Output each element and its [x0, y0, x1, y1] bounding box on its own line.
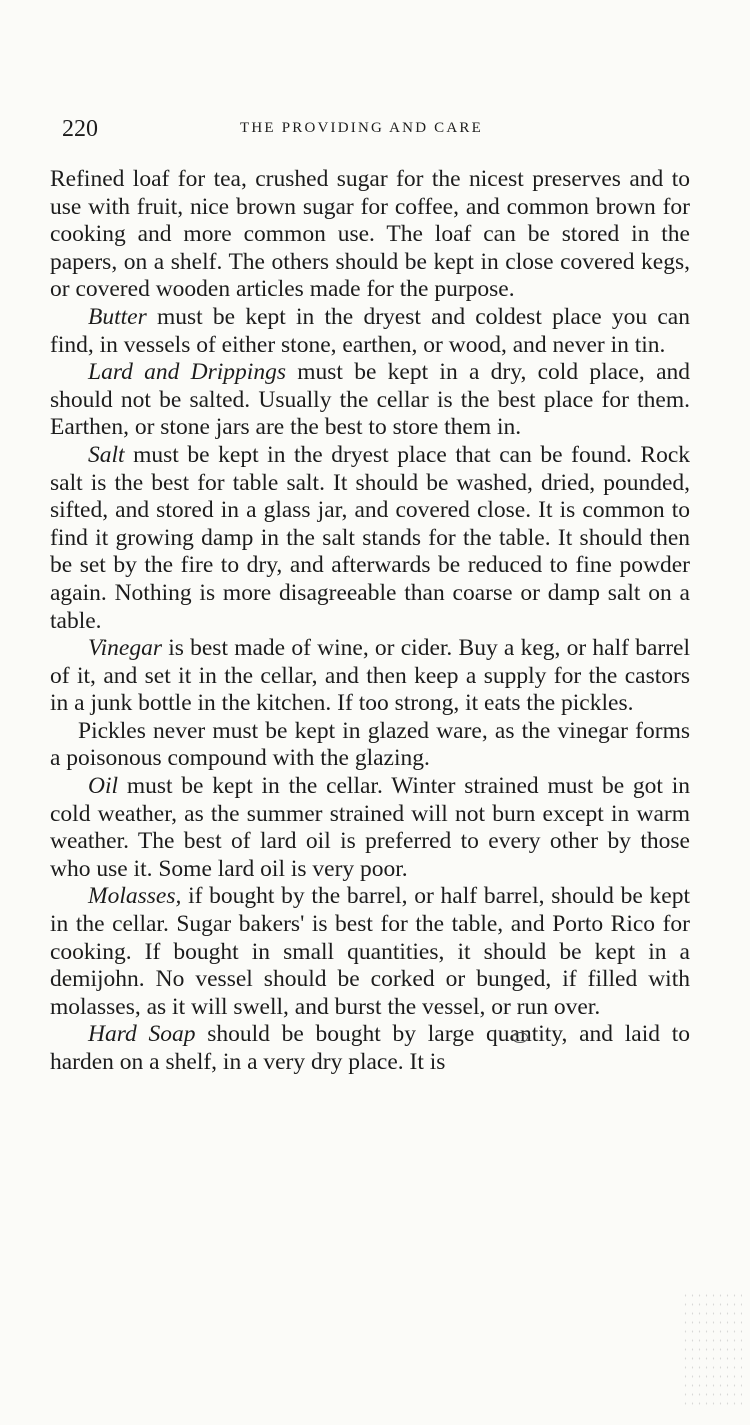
paragraph-lead: Vinegar: [88, 635, 162, 662]
paragraph-text: must be kept in the dryest place that can be found. Rock salt is the best for table salt. It should be washed, dried, pounded, sifted, and stored in a glass jar, and covered close. It is common to find it growing damp in the salt stands for the table. It should then be set by the fire to dry, and afterwards be reduced to fine powder again. Nothing is more disagreeable than coarse or damp salt on a table.: [50, 441, 690, 634]
paragraph-lard: [50, 359, 690, 442]
paragraph-hard-soap: [50, 1021, 690, 1076]
paragraph-lead: Salt: [88, 441, 125, 468]
paragraph-salt: [50, 442, 690, 635]
body-text: [50, 166, 690, 1077]
paragraph-text: must be kept in a dry, cold place, and should not be salted. Usually the cellar is the best place for them. Earthen, or stone jars are the best to store them in.: [50, 359, 690, 441]
paragraph-text: Pickles never must be kept in glazed ware, as the vinegar forms a poisonous compound with the glazing.: [50, 717, 690, 772]
paragraph-molasses: [50, 883, 690, 1021]
paragraph-sugar: [50, 166, 690, 304]
page-header: [62, 112, 692, 152]
paper-speckle: [682, 1291, 742, 1411]
running-head: THE PROVIDING AND CARE: [240, 120, 483, 136]
paragraph-oil: [50, 773, 690, 883]
paragraph-butter: [50, 304, 690, 359]
paragraph-text: must be kept in the cellar. Winter strained must be got in cold weather, as the summer strained will not burn except in warm weather. The best of lard oil is preferred to every other by those who use it. Some lard oil is very poor.: [50, 773, 690, 882]
paragraph-text: Refined loaf for tea, crushed sugar for the nicest preserves and to use with fruit, nice brown sugar for coffee, and common brown for cooking and more common use. The loaf can be stored in the papers, on a shelf. The others should be kept in close covered kegs, or covered wooden articles made for the purpose.: [50, 166, 690, 303]
paragraph-pickles: [50, 718, 690, 773]
paragraph-vinegar: [50, 635, 690, 718]
paragraph-lead: Hard Soap: [88, 1021, 196, 1048]
paragraph-text: should be bought by large quantity, and laid to harden on a shelf, in a very dry place. It is: [50, 1021, 690, 1075]
paragraph-text: is best made of wine, or cider. Buy a keg, or half barrel of it, and set it in the cellar, and then keep a supply for the castors in a junk bottle in the kitchen. If too strong, it eats the pickles.: [50, 635, 690, 717]
paragraph-text: must be kept in the dryest and coldest place you can find, in vessels of either stone, earthen, or wood, and never in tin.: [50, 303, 690, 358]
paragraph-lead: Butter: [88, 303, 147, 330]
paragraph-lead: Molasses,: [88, 883, 182, 910]
ink-blot-mark: [512, 1032, 528, 1043]
paragraph-lead: Oil: [88, 773, 119, 800]
paragraph-lead: Lard and Drippings: [88, 359, 286, 386]
paragraph-text: if bought by the barrel, or half barrel, should be kept in the cellar. Sugar bakers' is best for the table, and Porto Rico for cooking. If bought in small quantities, it should be kept in a demijohn. No vessel should be corked or bunged, if filled with molasses, as it will swell, and burst the vessel, or run over.: [50, 883, 690, 1020]
page-number: 220: [62, 116, 98, 142]
